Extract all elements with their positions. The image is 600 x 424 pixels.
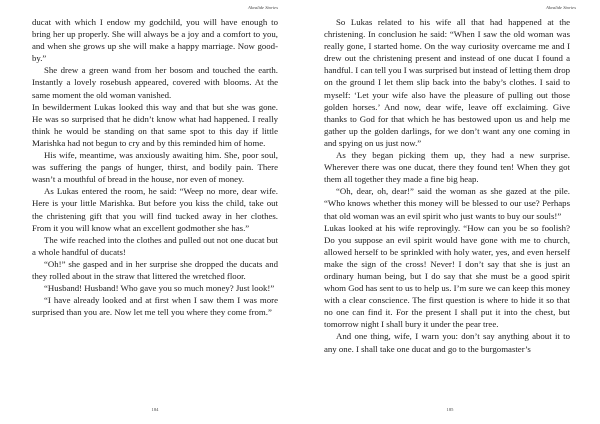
running-head: Akvalide Stories: [248, 5, 278, 10]
right-page-body: [324, 16, 570, 355]
paragraph: Lukas looked at his wife reprovingly. “How can you be so foolish? Do you suppose an evil spirit would have gone with me to church, allowed herself to be sprinkled with holy water, yes, and even herself make the sign of the cross! Never! I don’t say that she is just an ordinary human being, but I do say that she must be a good spirit whom God has sent to us to help us. I’m sure we can keep this money with a clear conscience. The first question is where to hide it so that no one can find it. For the present I shall put it into the chest, but tomorrow night I shall bury it under the pear tree.: [324, 222, 570, 330]
paragraph: In bewilderment Lukas looked this way and that but she was gone. He was so surprised that he didn’t know what had happened. I really think he would be standing on that same spot to this day if little Marishka had not begun to cry and by this reminded him of home.: [32, 101, 278, 148]
paragraph: And one thing, wife, I warn you: don’t say anything about it to any one. I shall take one ducat and go to the burgomaster’s: [324, 331, 570, 354]
paragraph: “Oh!” she gasped and in her surprise she dropped the ducats and they rolled about in the straw that littered the wretched floor.: [32, 258, 278, 281]
paragraph: “Husband! Husband! Who gave you so much money? Just look!”: [44, 283, 275, 294]
page-number: 184: [151, 407, 159, 412]
paragraph: ducat with which I endow my godchild, you will have enough to bring her up properly. She will always be a joy and a comfort to you, and when she grows up she will make a happy marriage. Now good-by.”: [32, 17, 278, 64]
left-page-body: [32, 16, 278, 318]
paragraph: As they began picking them up, they had a new surprise. Wherever there was one ducat, there they found ten! When they got them all together they made a fine big heap.: [324, 150, 570, 185]
paragraph: The wife reached into the clothes and pulled out not one ducat but a whole handful of ducats!: [32, 234, 278, 257]
paragraph: So Lukas related to his wife all that had happened at the christening. In conclusion he said: “When I saw the old woman was really gone, I started home. On the way curiosity overcame me and I drew out the christening present and instead of one ducat I found a handful. I can tell you I was surprised but instead of letting them drop on the ground I let them slip back into the baby’s clothes. I said to myself: ‘Let your wife also have the pleasure of pulling out those golden horses.’ And now, dear wife, leave off exclaiming. Give thanks to God for that which he has bestowed upon us and help me gather up the golden darlings, for we don’t want any one coming in and spying on us just now.”: [324, 17, 570, 148]
paragraph: “I have already looked and at first when I saw them I was more surprised than you are. Now let me tell you where they come from.”: [32, 295, 278, 318]
paragraph: “Oh, dear, oh, dear!” said the woman as she gazed at the pile. “Who knows whether this money will be blessed to our use? Perhaps that old woman was an evil spirit who just wants to buy our souls!”: [324, 186, 570, 221]
paragraph: She drew a green wand from her bosom and touched the earth. Instantly a lovely rosebush appeared, covered with blooms. At the same moment the old woman vanished.: [32, 65, 278, 100]
paragraph: As Lukas entered the room, he said: “Weep no more, dear wife. Here is your little Marishka. But before you kiss the child, take out the christening gift that you will find tucked away in her clothes. From it you will know what an excellent godmother she has.”: [32, 186, 278, 233]
paragraph: His wife, meantime, was anxiously awaiting him. She, poor soul, was suffering the pangs of hunger, thirst, and bodily pain. There wasn’t a mouthful of bread in the house, nor even of money.: [32, 150, 278, 185]
right-page: [300, 0, 600, 424]
page-number: 185: [446, 407, 454, 412]
running-head: Akvalide Stories: [546, 5, 576, 10]
